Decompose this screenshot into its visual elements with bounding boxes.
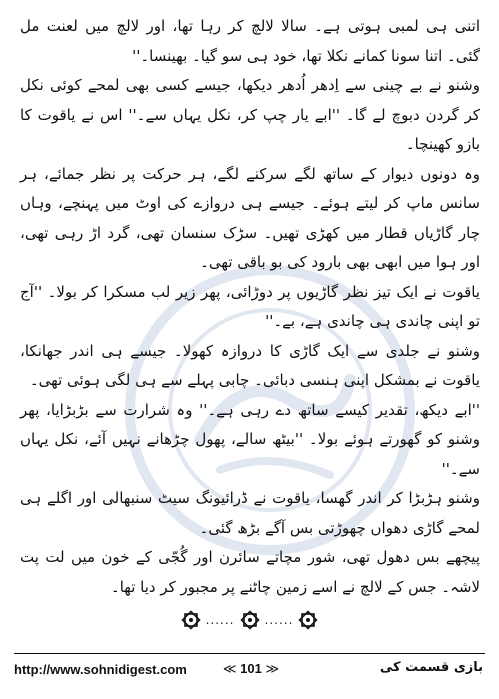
page-number-right-ornament: ≫ [265, 661, 280, 676]
eight-point-star-icon [180, 609, 202, 631]
paragraph: اتنی ہی لمبی ہوتی ہے۔ سالا لالچ کر رہا تھا، اور لالچ میں لعنت مل گئی۔ اتنا سونا کمانے نکلا تھا، خود ہی سو گیا۔ بھینسا۔'' [20, 17, 480, 65]
eight-point-star-icon [297, 609, 319, 631]
page-number-value: 101 [240, 661, 262, 676]
page-number [216, 661, 286, 677]
paragraph: ''ابے دیکھ، تقدیر کیسے ساتھ دے رہی ہے۔'' وہ شرارت سے بڑبڑایا، پھر وشنو کو گھورتے ہوئے بولا۔ ''بیٹھ سالے، پھول چڑھانے نہیں آئے، نکل یہاں سے۔'' [20, 400, 480, 478]
paragraph: وشنو نے جلدی سے ایک گاڑی کا دروازہ کھولا۔ جیسے ہی اندر جھانکا، یاقوت نے بمشکل اپنی ہنسی دبائی۔ چابی پہلے سے ہی لگی ہوئی تھی۔ [20, 341, 480, 389]
paragraph: وشنو ہڑبڑا کر اندر گھسا، یاقوت نے ڈرائیونگ سیٹ سنبھالی اور اگلے ہی لمحے گاڑی دھواں چھوڑتی بس آگے بڑھ گئی۔ [20, 489, 480, 537]
book-title: بازی قسمت کی [379, 660, 483, 675]
story-text [20, 12, 480, 602]
paragraph: وہ دونوں دیوار کے ساتھ لگے سرکنے لگے، ہر حرکت پر نظر جمائے، ہر سانس ماپ کر لیتے ہوئے۔ جیسے ہی دروازے کی اوٹ میں پہنچے، وہاں چار گاڑیاں قطار میں کھڑی تھیں۔ سڑک سنسان تھی، گرد اڑ رہی تھی، اور ہوا میں ابھی بھی بارود کی بو باقی تھی۔ [20, 164, 480, 271]
divider-dots: ...... [264, 613, 294, 627]
paragraph: یاقوت نے ایک تیز نظر گاڑیوں پر دوڑائی، پھر زیر لب مسکرا کر بولا۔ ''آج تو اپنی چاندی ہی چاندی ہے، بے۔'' [20, 282, 480, 330]
divider-dots: ...... [205, 613, 235, 627]
page-number-left-ornament: ≪ [222, 661, 237, 676]
eight-point-star-icon [239, 609, 261, 631]
section-divider [0, 608, 499, 632]
paragraph: وشنو نے بے چینی سے اِدھر اُدھر دیکھا، جیسے کسی بھی لمحے کوئی نکل کر گردن دبوچ لے گا۔ ''ابے یار چپ کر، نکل یہاں سے۔'' اس نے یاقوت کا بازو کھینچا۔ [20, 76, 480, 153]
footer-website-link[interactable]: http://www.sohnidigest.com [14, 662, 187, 677]
footer-divider [14, 653, 485, 654]
paragraph: پیچھے بس دھول تھی، شور مچاتے سائرن اور گُجّی کے خون میں لت پت لاشہ۔ جس کے لالچ نے اسے زمین چاٹنے پر مجبور کر دیا تھا۔ [20, 548, 480, 596]
